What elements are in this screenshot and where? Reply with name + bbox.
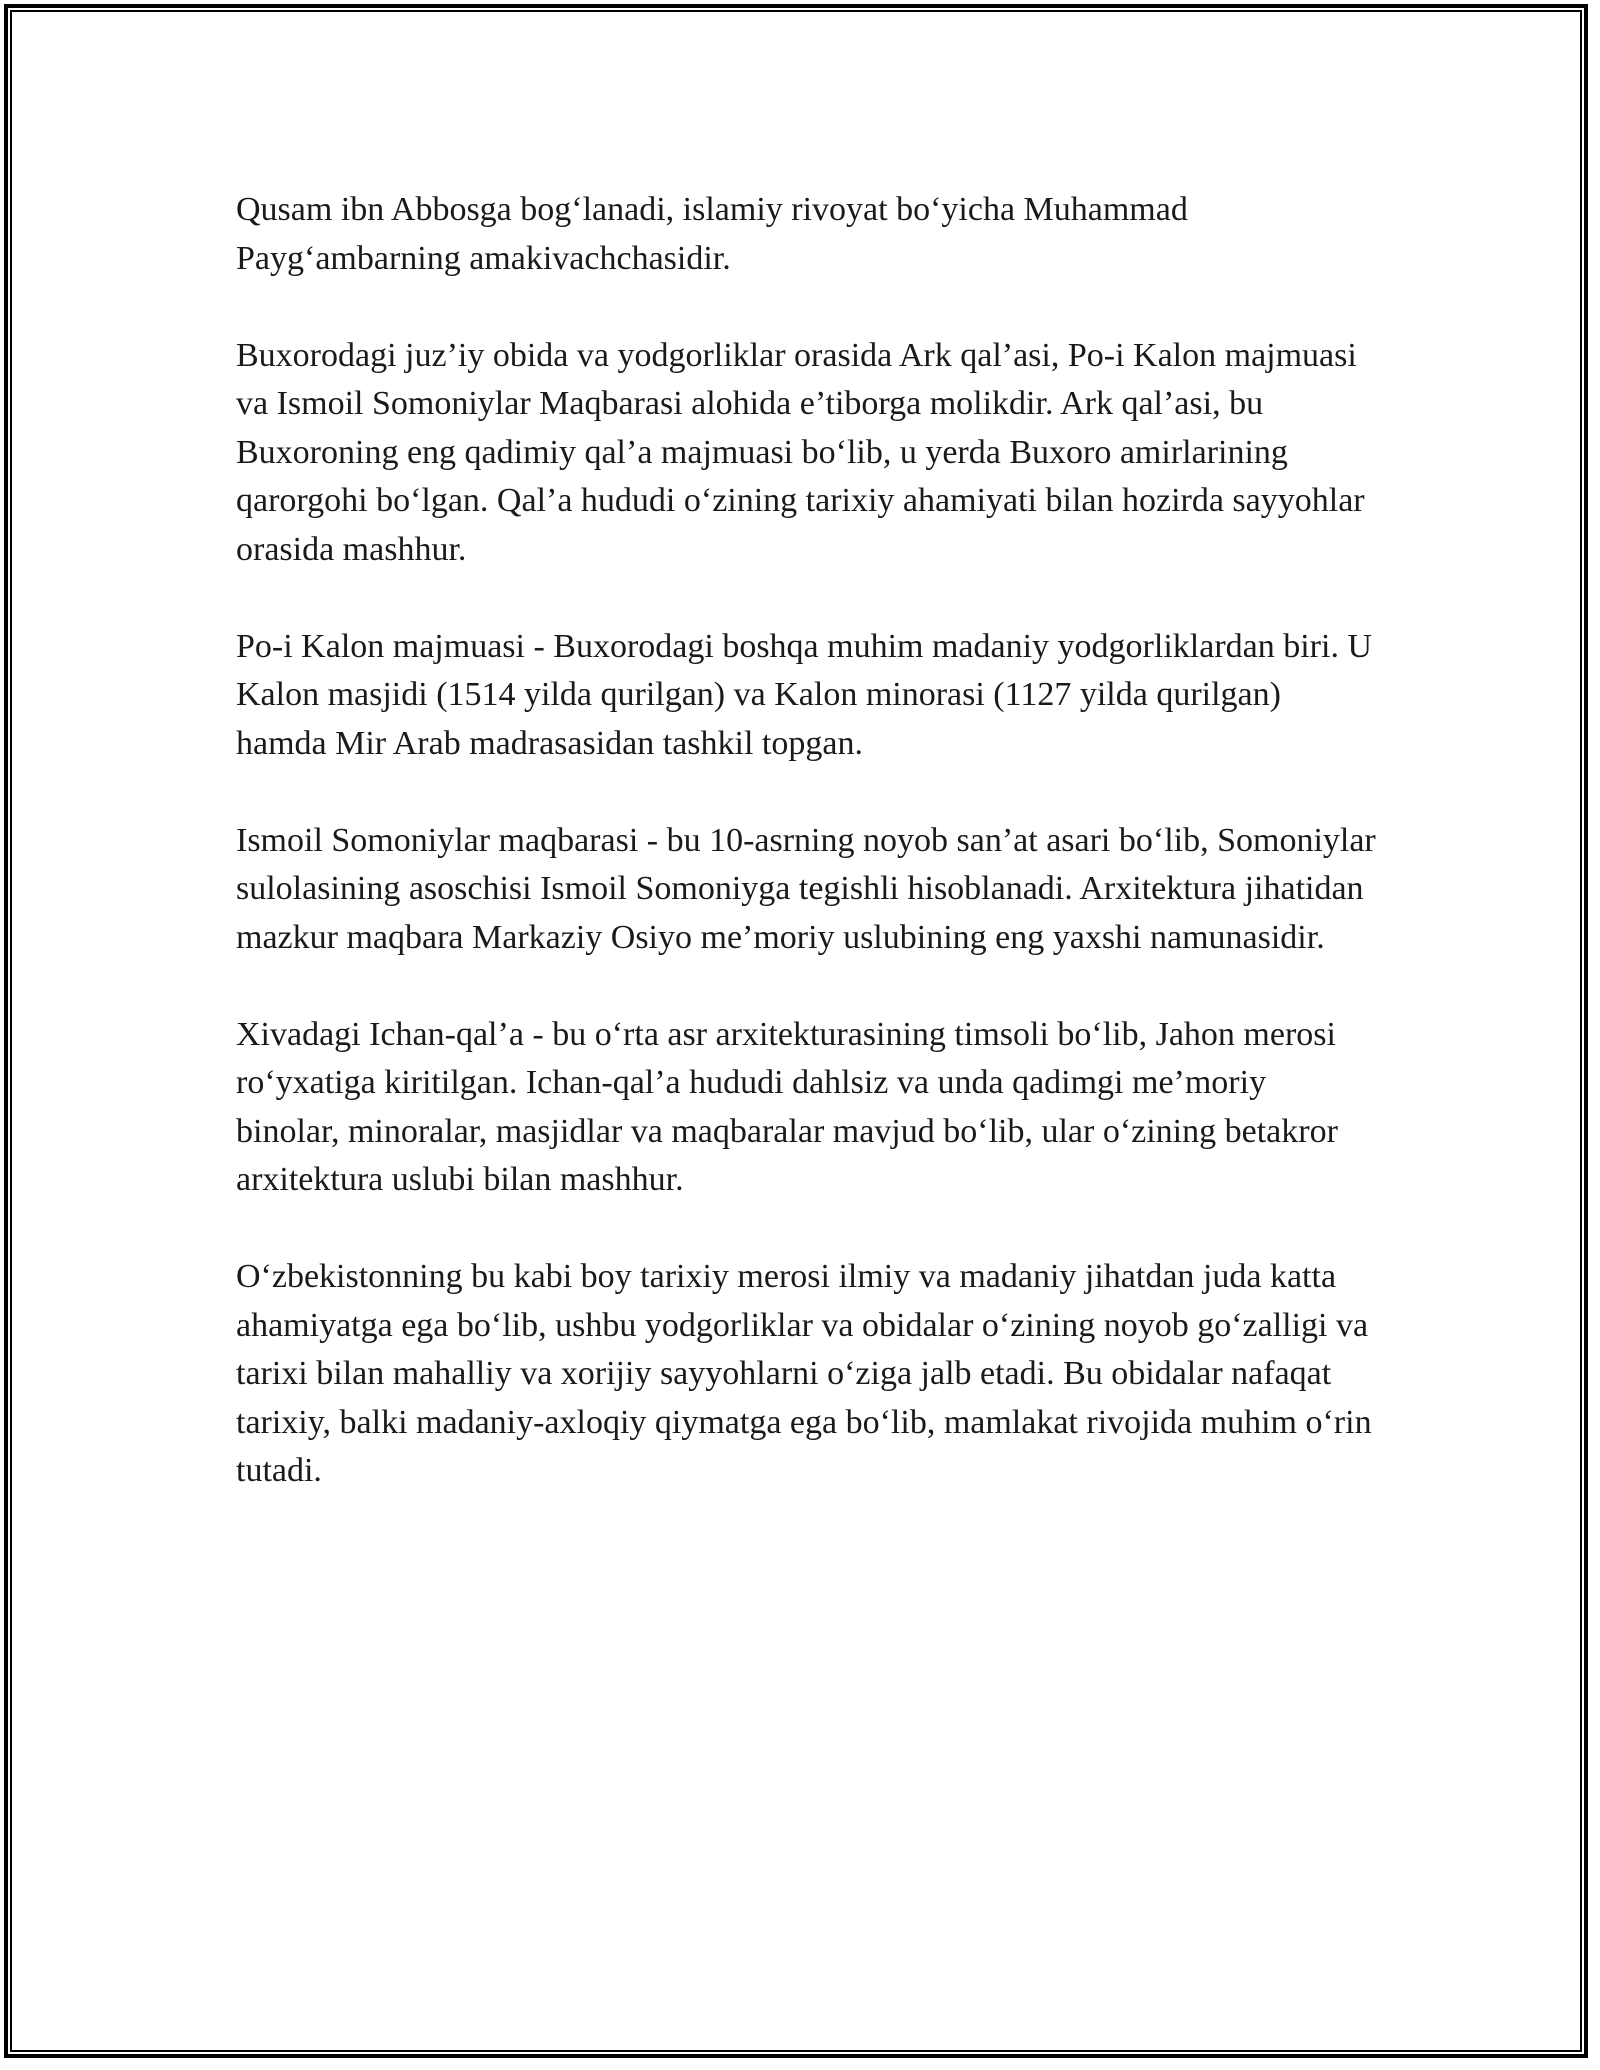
document-body <box>236 186 1376 1496</box>
paragraph-1: Qusam ibn Abbosga bog‘lanadi, islamiy rivoyat bo‘yicha Muhammad Payg‘ambarning amakivachchasidir. <box>236 191 1188 277</box>
paragraph-6: O‘zbekistonning bu kabi boy tarixiy merosi ilmiy va madaniy jihatdan juda katta ahamiyatga ega bo‘lib, ushbu yodgorliklar va obidalar o‘zining noyob go‘zalligi va tarixi bilan mahalliy va xorijiy sayyohlarni o‘ziga jalb etadi. Bu obidalar nafaqat tarixiy, balki madaniy-axloqiy qiymatga ega bo‘lib, mamlakat rivojida muhim o‘rin tutadi. <box>236 1258 1372 1489</box>
paragraph-2: Buxorodagi juz’iy obida va yodgorliklar orasida Ark qal’asi, Po-i Kalon majmuasi va Ismoil Somoniylar Maqbarasi alohida e’tiborga molikdir. Ark qal’asi, bu Buxoroning eng qadimiy qal’a majmuasi bo‘lib, u yerda Buxoro amirlarining qarorgohi bo‘lgan. Qal’a hududi o‘zining tarixiy ahamiyati bilan hozirda sayyohlar orasida mashhur. <box>236 336 1365 568</box>
paragraph-3: Po-i Kalon majmuasi - Buxorodagi boshqa muhim madaniy yodgorliklardan biri. U Kalon masjidi (1514 yilda qurilgan) va Kalon minorasi (1127 yilda qurilgan) hamda Mir Arab madrasasidan tashkil topgan. <box>236 627 1372 762</box>
paragraph-4: Ismoil Somoniylar maqbarasi - bu 10-asrning noyob san’at asari bo‘lib, Somoniylar sulolasining asoschisi Ismoil Somoniyga tegishli hisoblanadi. Arxitektura jihatidan mazkur maqbara Markaziy Osiyo me’moriy uslubining eng yaxshi namunasidir. <box>236 821 1376 956</box>
paragraph-5: Xivadagi Ichan-qal’a - bu o‘rta asr arxitekturasining timsoli bo‘lib, Jahon merosi ro‘yxatiga kiritilgan. Ichan-qal’a hududi dahlsiz va unda qadimgi me’moriy binolar, minoralar, masjidlar va maqbaralar mavjud bo‘lib, ular o‘zining betakror arxitektura uslubi bilan mashhur. <box>236 1015 1338 1198</box>
